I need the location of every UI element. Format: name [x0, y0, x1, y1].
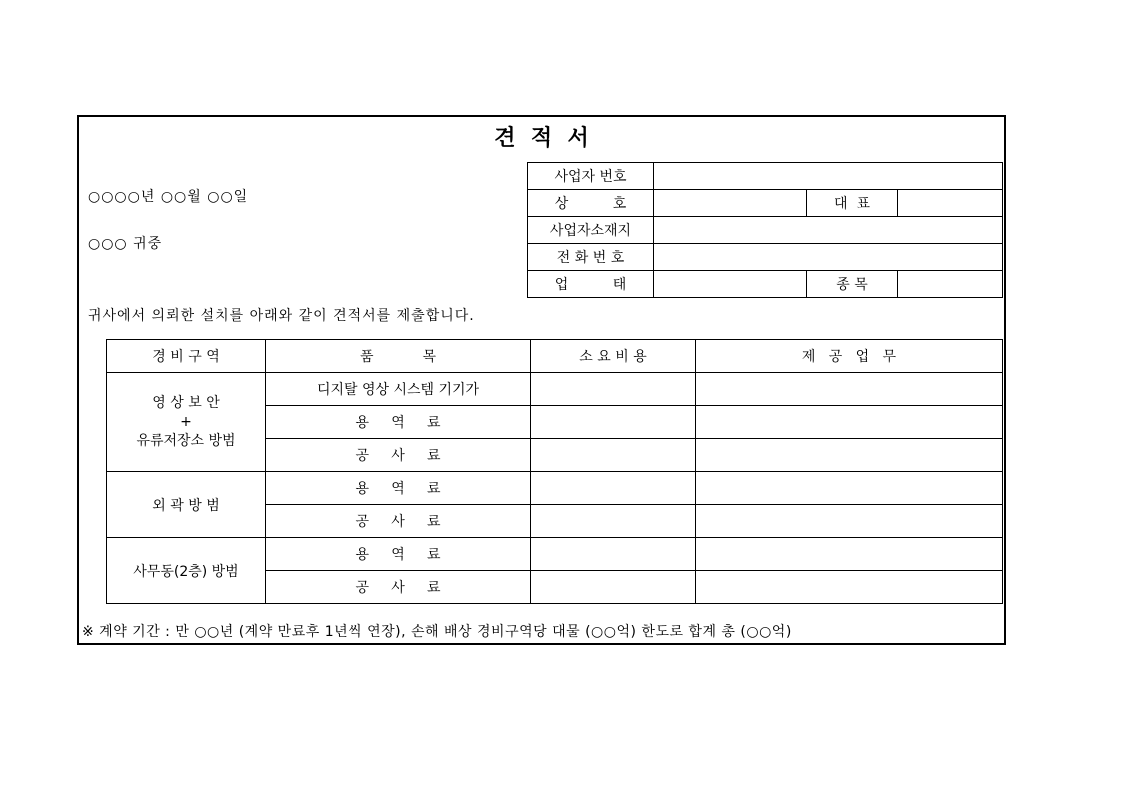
cost-cell[interactable] [531, 505, 696, 538]
service-cell[interactable] [696, 439, 1003, 472]
table-row [107, 373, 1003, 406]
item-cell: 용 역 료 [266, 472, 531, 505]
header-service: 제 공 업 무 [696, 340, 1003, 373]
supplier-row-company [528, 190, 1003, 217]
phone-label: 전 화 번 호 [528, 244, 654, 271]
header-cost: 소 요 비 용 [531, 340, 696, 373]
service-cell[interactable] [696, 505, 1003, 538]
items-header-row [107, 340, 1003, 373]
business-item-label: 종 목 [807, 271, 898, 298]
item-cell: 공 사 료 [266, 439, 531, 472]
address-label: 사업자소재지 [528, 217, 654, 244]
zone-cell-office [107, 538, 266, 604]
zone-name-line: 사무동(2층) 방범 [133, 563, 239, 580]
service-cell[interactable] [696, 538, 1003, 571]
service-cell[interactable] [696, 472, 1003, 505]
zone-name-line: 영 상 보 안 [152, 394, 220, 411]
table-row [107, 538, 1003, 571]
zone-name-line: + [180, 413, 192, 430]
business-item-value[interactable] [898, 271, 1003, 298]
business-number-label: 사업자 번호 [528, 163, 654, 190]
supplier-row-address [528, 217, 1003, 244]
business-type-value[interactable] [654, 271, 807, 298]
supplier-info-table [527, 162, 1003, 298]
item-cell: 디지탈 영상 시스템 기기가 [266, 373, 531, 406]
estimate-date: ○○○○년 ○○월 ○○일 [88, 189, 249, 205]
cost-cell[interactable] [531, 571, 696, 604]
zone-cell-video-security [107, 373, 266, 472]
recipient: ○○○ 귀중 [88, 236, 163, 252]
zone-name-line: 유류저장소 방범 [136, 432, 236, 449]
service-cell[interactable] [696, 406, 1003, 439]
contract-note: ※ 계약 기간 : 만 ○○년 (계약 만료후 1년씩 연장), 손해 배상 경비구역당 대물 (○○억) 한도로 합계 총 (○○억) [82, 624, 792, 640]
cost-cell[interactable] [531, 406, 696, 439]
zone-cell-perimeter [107, 472, 266, 538]
zone-name-line: 외 곽 방 범 [152, 497, 220, 514]
table-row [107, 472, 1003, 505]
service-cell[interactable] [696, 373, 1003, 406]
cost-cell[interactable] [531, 373, 696, 406]
cost-cell[interactable] [531, 538, 696, 571]
phone-value[interactable] [654, 244, 1003, 271]
document-title: 견 적 서 [494, 125, 589, 151]
item-cell: 공 사 료 [266, 505, 531, 538]
representative-label: 대 표 [807, 190, 898, 217]
service-cell[interactable] [696, 571, 1003, 604]
cost-cell[interactable] [531, 439, 696, 472]
intro-text: 귀사에서 의뢰한 설치를 아래와 같이 견적서를 제출합니다. [88, 308, 475, 324]
cost-cell[interactable] [531, 472, 696, 505]
supplier-row-phone [528, 244, 1003, 271]
company-value[interactable] [654, 190, 807, 217]
supplier-row-business-number [528, 163, 1003, 190]
items-table [106, 339, 1003, 604]
item-cell: 용 역 료 [266, 406, 531, 439]
representative-value[interactable] [898, 190, 1003, 217]
company-label: 상 호 [528, 190, 654, 217]
business-number-value[interactable] [654, 163, 1003, 190]
item-cell: 공 사 료 [266, 571, 531, 604]
header-item: 품 목 [266, 340, 531, 373]
business-type-label: 업 태 [528, 271, 654, 298]
supplier-row-business-type [528, 271, 1003, 298]
address-value[interactable] [654, 217, 1003, 244]
item-cell: 용 역 료 [266, 538, 531, 571]
header-zone: 경 비 구 역 [107, 340, 266, 373]
